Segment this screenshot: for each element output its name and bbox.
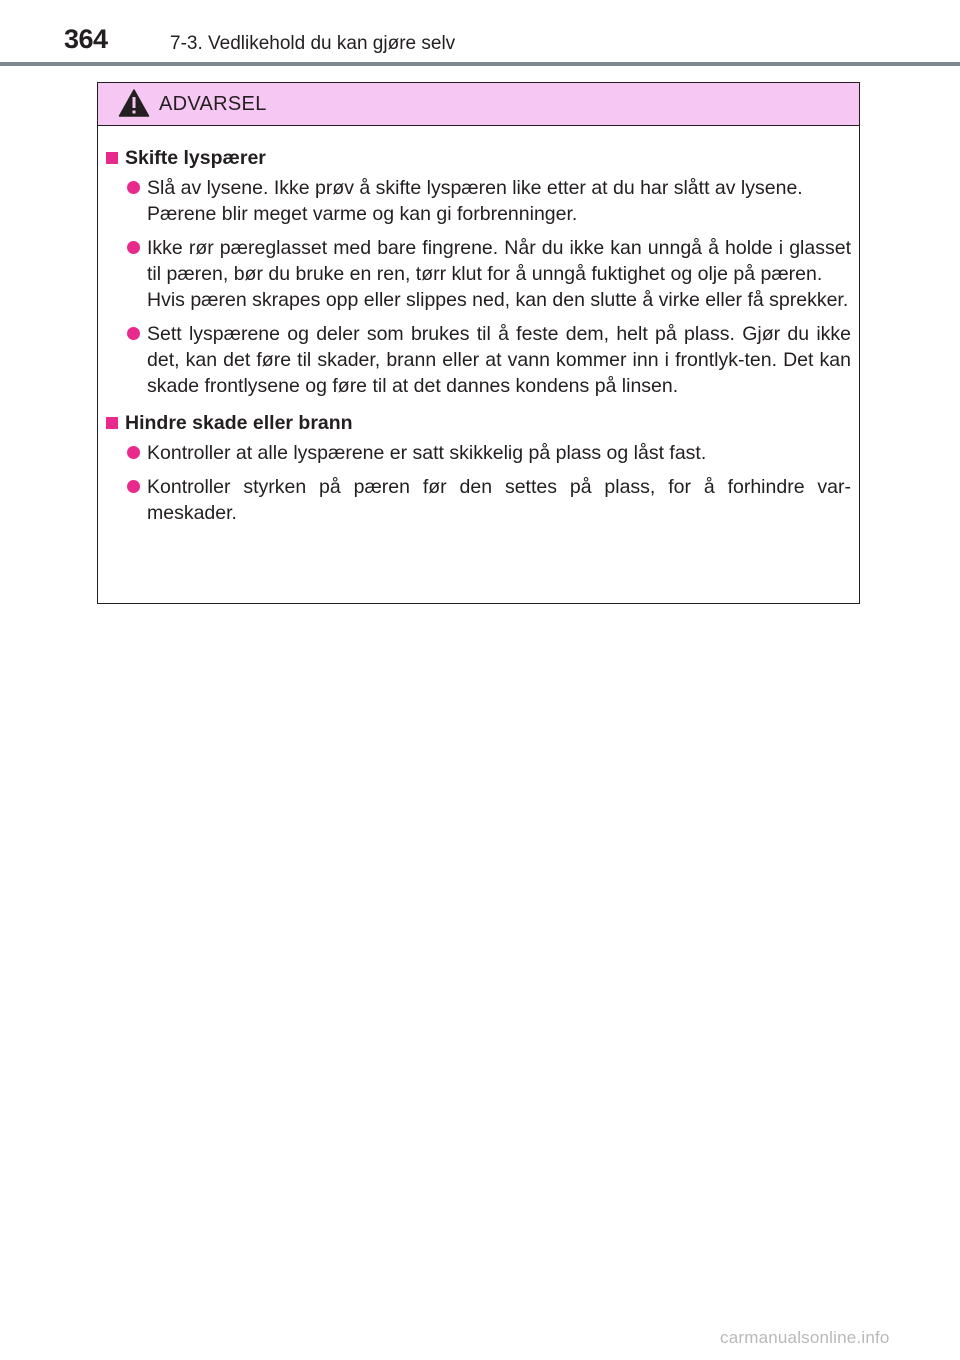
- square-bullet-icon: [106, 152, 118, 164]
- paragraph: Hvis pæren skrapes opp eller slippes ned, kan den slutte å virke eller få sprekker.: [147, 289, 849, 311]
- warning-body: [98, 126, 859, 526]
- page-number: 364: [64, 24, 108, 54]
- section-heading-text: Skifte lyspærer: [125, 147, 266, 169]
- paragraph: Kontroller styrken på pæren før den settes på plass, for å forhindre var-meskader.: [147, 476, 851, 524]
- paragraph: Kontroller at alle lyspærene er satt skikkelig på plass og låst fast.: [147, 442, 707, 464]
- circle-bullet-icon: [127, 241, 140, 254]
- section-title: 7-3. Vedlikehold du kan gjøre selv: [170, 33, 456, 54]
- list-item: [105, 235, 851, 313]
- list-item: [105, 175, 851, 227]
- section-heading: [105, 411, 851, 435]
- warning-section-bulb-replacement: [105, 146, 851, 399]
- circle-bullet-icon: [127, 327, 140, 340]
- circle-bullet-icon: [127, 181, 140, 194]
- section-heading: [105, 146, 851, 170]
- list-item: [105, 321, 851, 399]
- warning-box: [97, 82, 860, 604]
- list-item: [105, 440, 851, 466]
- list-item-text: [147, 175, 851, 227]
- warning-section-prevent-damage: [105, 411, 851, 526]
- list-item-text: [147, 440, 851, 466]
- paragraph: Ikke rør pæreglasset med bare fingrene. Når du ikke kan unngå å holde i glasset til pæren, bør du bruke en ren, tørr klut for å unngå fuktighet og olje på pæren.: [147, 237, 851, 285]
- paragraph: Slå av lysene. Ikke prøv å skifte lyspæren like etter at du har slått av lysene.: [147, 177, 803, 199]
- paragraph: Sett lyspærene og deler som brukes til å feste dem, helt på plass. Gjør du ikke det, kan det føre til skader, brann eller at vann kommer inn i frontlyk-ten. Det kan skade frontlysene og føre til at det dannes kondens på linsen.: [147, 323, 851, 397]
- circle-bullet-icon: [127, 446, 140, 459]
- warning-triangle-icon: [118, 88, 150, 118]
- list-item: [105, 474, 851, 526]
- square-bullet-icon: [106, 417, 118, 429]
- list-item-text: [147, 474, 851, 526]
- list-item-text: [147, 235, 851, 313]
- circle-bullet-icon: [127, 480, 140, 493]
- paragraph: Pærene blir meget varme og kan gi forbrenninger.: [147, 203, 578, 225]
- warning-header: [98, 83, 859, 126]
- warning-label: ADVARSEL: [159, 93, 267, 115]
- list-item-text: [147, 321, 851, 399]
- header-divider: [0, 62, 960, 66]
- watermark: carmanualsonline.info: [720, 1328, 890, 1347]
- page-header: [0, 0, 960, 66]
- section-heading-text: Hindre skade eller brann: [125, 412, 353, 434]
